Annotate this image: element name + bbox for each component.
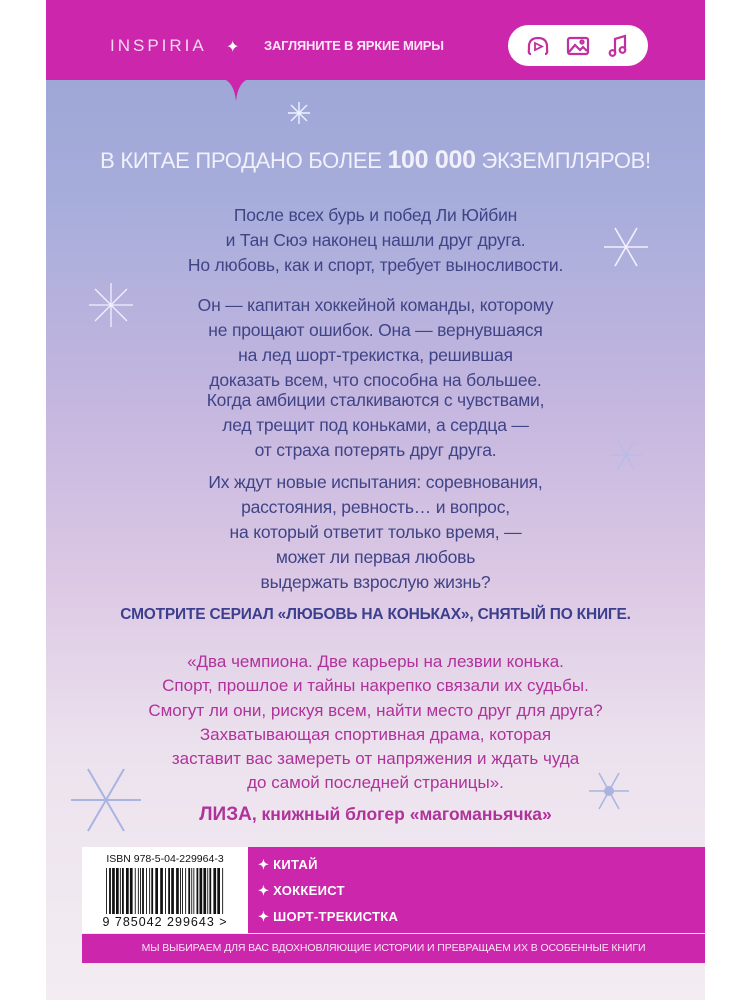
description-paragraph [46,293,705,393]
barcode-bar [168,868,170,914]
text-line: расстояния, ревность… и вопрос, [241,497,510,517]
quote-line: Спорт, прошлое и тайны накрепко связали их судьбы. [162,676,589,696]
barcode-bar [112,868,115,914]
publisher-bar [46,0,705,80]
publisher-slogan: ЗАГЛЯНИТЕ В ЯРКИЕ МИРЫ [264,38,444,53]
barcode-bar [176,868,179,914]
text-line: не прощают ошибок. Она — вернувшаяся [208,320,543,340]
media-icons-pill [508,25,648,66]
sales-headline [46,146,705,175]
book-back-cover [46,0,705,1000]
barcode-bar [213,868,216,914]
barcode-bar [146,868,147,914]
description-paragraph [46,203,705,278]
text-line: Он — капитан хоккейной команды, которому [197,295,554,315]
barcode-bar [138,868,139,914]
barcode-bar [116,868,119,914]
quote-line: Захватывающая спортивная драма, которая [199,724,552,744]
text-line: Их ждут новые испытания: соревнования, [208,472,543,492]
text-line: выдержать взрослую жизнь? [260,572,491,592]
author-name: ЛИЗА [199,804,252,825]
headline-text: В КИТАЕ ПРОДАНО БОЛЕЕ [100,148,388,173]
text-line: от страха потерять друг друга. [254,440,497,460]
barcode-bar [135,868,136,914]
barcode-bar [207,868,208,914]
text-line: на лед шорт-трекистка, решившая [238,345,513,365]
barcode-bar [130,868,133,914]
series-note: СМОТРИТЕ СЕРИАЛ «ЛЮБОВЬ НА КОНЬКАХ», СНЯТЫЙ ПО КНИГЕ. [120,606,631,623]
text-line: доказать всем, что способна на большее. [209,370,542,390]
music-icon [605,33,631,59]
quote-author [46,804,705,826]
barcode-bar [171,868,174,914]
barcode-bar [165,868,166,914]
tag-item: ✦ ШОРТ-ТРЕКИСТКА [258,909,399,924]
barcode-box [82,847,248,933]
barcode-bar [200,868,203,914]
tag-label: ШОРТ-ТРЕКИСТКА [273,909,399,924]
text-line: может ли первая любовь [275,547,476,567]
barcode-bar [203,868,206,914]
barcode-bar [180,868,181,914]
barcode-bar [149,868,150,914]
headline-text: ЭКЗЕМПЛЯРОВ! [475,148,651,173]
snowflake-icon [286,100,312,126]
barcode-bar [122,868,124,914]
publisher-logo: INSPIRIA [110,36,207,55]
bar-notch [224,79,248,101]
tag-item: ✦ ХОККЕИСТ [258,883,345,898]
barcode-bar [155,868,158,914]
barcode-bar [182,868,183,914]
sparkle-icon: ✦ [226,39,240,56]
barcode-bar [140,868,141,914]
barcode-bar [209,868,211,914]
barcode-bar [142,868,144,914]
text-line: на который ответит только время, — [229,522,522,542]
tag-label: ХОККЕИСТ [273,883,345,898]
image-icon [565,33,591,59]
blogger-quote [46,650,705,796]
headline-number: 100 000 [387,146,476,174]
barcode-bar [217,868,220,914]
genre-tags [248,847,705,933]
barcode [106,868,226,914]
barcode-bar [185,868,186,914]
barcode-bar [188,868,190,914]
quote-line: «Два чемпиона. Две карьеры на лезвии конька. [187,652,564,671]
author-description: , книжный блогер «магоманьячка» [251,804,552,824]
text-line: Когда амбиции сталкиваются с чувствами, [206,390,545,410]
barcode-bar [106,868,107,914]
barcode-bar [151,868,153,914]
barcode-bar [193,868,194,914]
isbn-label: ISBN 978-5-04-229964-3 [106,853,224,865]
barcode-bar [222,868,223,914]
publisher-motto: МЫ ВЫБИРАЕМ ДЛЯ ВАС ВДОХНОВЛЯЮЩИЕ ИСТОРИИ И ПРЕВРАЩАЕМ ИХ В ОСОБЕННЫЕ КНИГИ [82,934,705,963]
description-paragraph [46,470,705,595]
barcode-bar [126,868,129,914]
audio-icon [525,33,551,59]
tag-item: ✦ КИТАЙ [258,857,318,872]
barcode-bar [109,868,111,914]
quote-line: заставит вас замереть от напряжения и ждать чуда [171,749,580,769]
isbn-digits: 9 785042 299643 > [102,915,228,929]
text-line: лед трещит под коньками, а сердца — [222,415,529,435]
barcode-bar [197,868,199,914]
barcode-bar [120,868,121,914]
description-paragraph [46,388,705,463]
text-line: Но любовь, как и спорт, требует выносливости. [187,255,564,275]
text-line: После всех бурь и побед Ли Юйбин [233,205,518,225]
barcode-bar [160,868,163,914]
text-line: и Тан Сюэ наконец нашли друг друга. [225,230,526,250]
barcode-bar [191,868,192,914]
quote-line: Смогут ли они, рискуя всем, найти место друг для друга? [148,700,603,720]
quote-line: до самой последней страницы». [247,773,504,793]
tag-label: КИТАЙ [273,857,318,872]
